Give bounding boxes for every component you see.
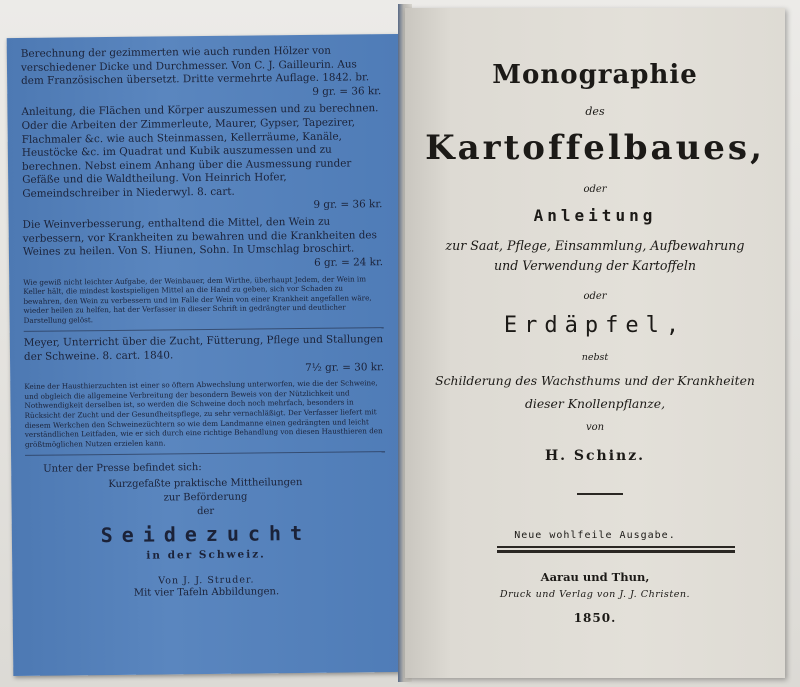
title-oder: oder <box>583 291 607 302</box>
ad-entry-price: 9 gr. = 36 kr. <box>312 84 382 98</box>
double-rule-top <box>497 546 735 548</box>
imprint-publisher: Druck und Verlag von J. J. Christen. <box>499 589 691 600</box>
imprint-year: 1850. <box>573 611 617 625</box>
title-anleitung: Anleitung <box>533 206 657 225</box>
ad-seidezucht-line1: Kurzgefaßte praktische Mittheilungen <box>108 477 303 491</box>
ad-seidezucht-subtitle: in der Schweiz. <box>146 548 266 563</box>
ornament-rule <box>577 493 623 495</box>
ad-entry-text: Meyer, Unterricht über die Zucht, Fütterung, Pflege und Stallungen der Schweine. 8. cart. 1840. <box>23 333 384 363</box>
title-erdaepfel: Erdäpfel, <box>503 313 687 338</box>
ad-entry-text: Anleitung, die Flächen und Körper auszumessen und zu berechnen. Oder die Arbeiten der Zimmerleute, Maurer, Gypser, Tapezirer, Flachmaler &c. wie auch Steinmassen, Kellerräume, Kanäle, Heustöcke &c. im Quadrat und Kubik auszumessen und zu berechnen. Nebst einem Anhang über die Ausmessung runder Gefäße und die Waldtheilung. Von Heinrich Hofer, Gemeindschreiber in Niederwyl. 8. cart. <box>21 102 379 200</box>
ad-entry-schweine <box>24 334 384 379</box>
imprint-place: Aarau und Thun, <box>540 570 650 584</box>
back-cover <box>7 34 406 676</box>
divider <box>25 452 385 457</box>
ad-entry-text: Berechnung der gezimmerten wie auch runden Hölzer von verschiedener Dicke und Durchmesser. Von C. J. Gailleurin. Aus dem Französischen übersetzt. Dritte vermehrte Auflage. 1842. br. <box>20 44 370 88</box>
title-nebst: nebst <box>581 352 609 363</box>
ad-entry-price: 6 gr. = 24 kr. <box>314 256 384 269</box>
double-rule-bottom <box>497 550 735 553</box>
ad-entry-text: Die Weinverbesserung, enthaltend die Mittel, den Wein zu verbessern, vor Krankheiten zu bewahren und die Krankheiten des Weines zu heilen. Von S. Hiunen, Sohn. In Umschlag broschirt. <box>22 215 377 259</box>
ad-entry-anleitung <box>21 103 382 216</box>
ad-seidezucht-title: Seidezucht <box>100 521 312 548</box>
title-schilderung: Schilderung des Wachsthums und der Krankheiten <box>435 373 755 388</box>
title-subtitle-1: zur Saat, Pflege, Einsammlung, Aufbewahrung <box>445 238 745 253</box>
ad-seidezucht-line3: der <box>197 506 215 518</box>
title-kartoffelbaues: Kartoffelbaues, <box>425 128 765 168</box>
ad-note-schweine: Keine der Hausthierzuchten ist einer so öftern Abwechslung unterworfen, wie die der Schweine, und obgleich die allgemeine Verbreitung der besondern Beweis von der Nützlichkeit und Nothwendigkeit derselben ist, so werden die Schweine doch noch mehrfach, besonders in Rücksicht der Zucht und der Gesundheitspflege, zu sehr vernachläßigt. Der Verfasser liefert mit diesem Werkchen den Schweinezüchtern so wie dem Landmanne einen gedrängten und leicht verständlichen Leitfaden, wie er sich durch eine richtige Behandlung von diesen Hausthieren den größtmöglichen Nutzen erzielen kann. <box>24 378 383 449</box>
back-cover-advertisements <box>21 44 387 602</box>
press-label: Unter der Presse befindet sich: <box>43 462 202 476</box>
title-monographie: Monographie <box>492 60 698 90</box>
ad-entry-weinverbesserung <box>23 215 384 273</box>
ad-entry-price: 7½ gr. = 30 kr. <box>305 360 385 374</box>
divider <box>24 328 384 333</box>
title-dieser: dieser Knollenpflanze, <box>524 396 666 411</box>
title-author: H. Schinz. <box>544 448 646 464</box>
ad-entry-price: 9 gr. = 36 kr. <box>313 197 383 211</box>
title-von: von <box>585 422 605 433</box>
ad-seidezucht-note: Mit vier Tafeln Abbildungen. <box>133 586 280 600</box>
ad-note-wein: Wie gewiß nicht leichter Aufgabe, der Weinbauer, dem Wirthe, überhaupt Jedem, der Wein im Keller hält, die mindest kostspieligen Mittel an die Hand zu geben, sich vor Schaden zu bewahren, den Wein zu verbessern und im Falle der Wein von einer Krankheit angefallen wäre, wieder heilen zu helfen, hat der Verfasser in dieser Schrift in gedrängter und deutlicher Darstellung gelöst. <box>23 273 372 325</box>
edition-note: Neue wohlfeile Ausgabe. <box>514 530 676 541</box>
title-des: des <box>585 105 605 118</box>
title-page <box>405 8 785 678</box>
ad-seidezucht-author: Von J. J. Struder. <box>158 574 255 587</box>
ad-entry-holzberechnung <box>21 44 382 102</box>
title-oder: oder <box>583 184 607 195</box>
title-subtitle-2: und Verwendung der Kartoffeln <box>493 258 697 273</box>
ad-seidezucht-line2: zur Beförderung <box>163 491 248 504</box>
